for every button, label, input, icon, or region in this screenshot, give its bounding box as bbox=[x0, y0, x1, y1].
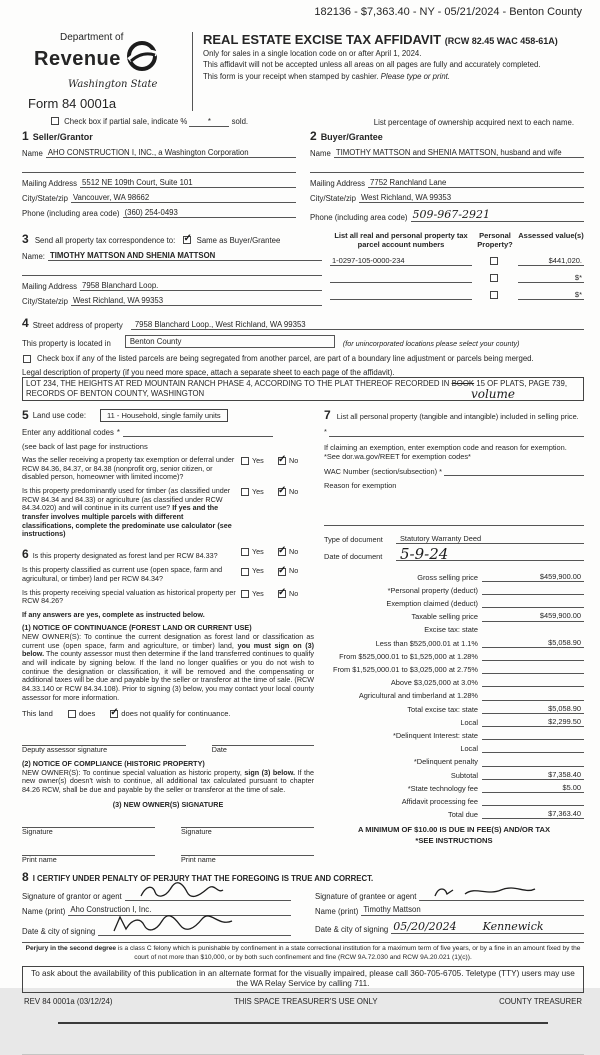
fin-row-total-due: Total due $7,363.40 bbox=[324, 806, 584, 819]
personal-property-field[interactable] bbox=[329, 428, 584, 437]
seller-city-field[interactable]: Vancouver, WA 98662 bbox=[71, 193, 296, 203]
segregated-label: Check box if any of the listed parcels are being segregated from another parcel, are part of a boundary line adjustment or parcels being merged. bbox=[37, 354, 534, 363]
alternate-format-notice: To ask about the availability of this publication in an alternate format for the visually impaired, please call 360-705-6705. Teletype (TTY) users may use the WA Relay Service by calling 711. bbox=[22, 966, 584, 993]
minimum-fee-note: A MINIMUM OF $10.00 IS DUE IN FEE(S) AND/OR TAX *SEE INSTRUCTIONS bbox=[357, 825, 551, 845]
legal-description-section bbox=[22, 368, 584, 401]
parcel-header-assessed: Assessed value(s) bbox=[518, 231, 584, 240]
struck-book-word: BOOK bbox=[451, 379, 475, 388]
legal-description-field[interactable]: LOT 234, THE HEIGHTS AT RED MOUNTAIN RANCH PHASE 4, ACCORDING TO THE PLAT THEREOF RECORDED IN BOOK 15 OF PLATS, PAGE 739, RECORDS OF BENTON COUNTY, WASHINGTON volume bbox=[22, 377, 584, 401]
additional-codes-field[interactable] bbox=[123, 428, 273, 437]
personal-property-checkbox[interactable] bbox=[490, 257, 498, 265]
exemption-claimed-field[interactable] bbox=[482, 598, 584, 608]
grantor-date-city-ink bbox=[110, 913, 240, 935]
handwritten-volume: volume bbox=[470, 386, 515, 401]
fin-row-personal-deduct: *Personal property (deduct) bbox=[324, 582, 584, 595]
form-title: REAL ESTATE EXCISE TAX AFFIDAVIT (RCW 82.45 WAC 458-61A) bbox=[203, 32, 558, 47]
grantee-signing-block: Signature of grantee or agent Name (print) Timothy Mattson Date & city of signing 05/20/2024 Kennewick bbox=[315, 886, 584, 936]
total-excise-state-field[interactable]: $5,058.90 bbox=[482, 704, 584, 714]
footer-county-treasurer: COUNTY TREASURER bbox=[499, 996, 582, 1006]
fin-row-tier3: From $1,525,000.01 to $3,025,000 at 2.75% bbox=[324, 661, 584, 674]
middle-columns bbox=[22, 408, 584, 864]
form-title-block bbox=[192, 32, 584, 111]
current-use-yes-checkbox[interactable] bbox=[241, 568, 249, 576]
fin-row-agricultural: Agricultural and timberland at 1.28% bbox=[324, 687, 584, 700]
certification-section: 8 I CERTIFY UNDER PENALTY OF PERJURY THAT THE FOREGOING IS TRUE AND CORRECT. Signature of grantor or agent Name (print) Aho Construction I, Inc. Date & city of signing Signature of grantee or agent Name (print) Timothy Mattson Date & city of signing 05/20/2024 Kennewick bbox=[22, 870, 584, 936]
grantor-signature-field[interactable] bbox=[125, 890, 291, 901]
document-date-field[interactable]: 5-9-24 bbox=[396, 548, 584, 561]
continuance-qualify-row: This land does ✓ does not qualify for continuance. bbox=[22, 709, 314, 718]
notice-continuance-title: (1) NOTICE OF CONTINUANCE (FOREST LAND OR CURRENT USE) bbox=[22, 623, 252, 633]
personal-property-checkbox[interactable] bbox=[490, 291, 498, 299]
deputy-date-line[interactable] bbox=[212, 737, 314, 746]
local-tax-field[interactable]: $2,299.50 bbox=[482, 717, 584, 727]
right-column: 7 List all personal property (tangible and intangible) included in selling price. * If claiming an exemption, enter exemption code and reason for exemption. *See dor.wa.gov/REET for exemption codes* WAC Number (section/subsection) * Reason for exemption Type of document Statutory Warranty Deed Date of document 5-9-24 Gross selling price $459,900.00 *Personal property (deduct) Exemption claimed (deduct) Taxable selling price $459,900.00 Excise tax: state Less than $525,000.01 at 1.1% $5,058.90 From $525,000.01 to $1,525,000 at 1.28% From $1,525,000.01 to $3,025,000 at 2.75% Above $3,025,000 at 3.0% Agricultural and timberland at 1.28% Total excise tax: state $5,058.90 Local $2,299.50 *Delinquent Interest: state Local *Delinquent penalty Subtotal $7,358.40 *State technology fee $5.00 Affidavit processing fee Total due $7,363.40 A MINIMUM OF $10.00 IS DUE IN FEE(S) AND/OR TAX *SEE INSTRUCTIONS bbox=[324, 408, 584, 864]
correspondence-city-field[interactable]: West Richland, WA 99353 bbox=[71, 296, 322, 306]
fin-row-delinquent-penalty: *Delinquent penalty bbox=[324, 753, 584, 766]
parcel-header-personal: Personal Property? bbox=[477, 231, 513, 249]
legal-description-label: Legal description of property (if you need more space, attach a separate sheet to each page of the affidavit). bbox=[22, 368, 395, 377]
agricultural-tax-field[interactable] bbox=[482, 691, 584, 701]
partial-sale-row bbox=[50, 117, 584, 127]
parties-section bbox=[22, 129, 584, 222]
question-forest-land: 6 Is this property designated as forest land per RCW 84.33? Yes ✓ No bbox=[22, 547, 314, 561]
document-date-row: Date of document 5-9-24 bbox=[324, 548, 584, 561]
assessed-value-field[interactable]: $* bbox=[518, 290, 584, 300]
notice-compliance-body: NEW OWNER(S): To continue special valuation as historic property, sign (3) below. If the new owner(s) doesn't wish to continue, all additional tax calculated pursuant to chapter 84.26 RCW, shall be due and payable by the seller or transferor at the time of sale. bbox=[22, 767, 314, 794]
land-does-not-checkbox[interactable] bbox=[110, 710, 118, 718]
personal-property-section: 7 List all personal property (tangible and intangible) included in selling price. bbox=[324, 408, 579, 423]
additional-codes-row: Enter any additional codes * bbox=[22, 428, 314, 437]
gross-selling-price-field[interactable]: $459,900.00 bbox=[482, 572, 584, 582]
affidavit-processing-fee-field[interactable] bbox=[482, 796, 584, 806]
form-subtitle-2: This affidavit will not be accepted unless all areas on all pages are fully and accurately completed. bbox=[203, 60, 541, 70]
county-select[interactable]: Benton County bbox=[125, 335, 335, 348]
personal-property-checkbox[interactable] bbox=[490, 274, 498, 282]
fin-row-delinquent-interest-state: *Delinquent Interest: state bbox=[324, 727, 584, 740]
taxable-selling-price-field[interactable]: $459,900.00 bbox=[482, 611, 584, 621]
parcel-row bbox=[330, 256, 584, 266]
parcel-row bbox=[330, 290, 584, 300]
document-type-row: Type of document Statutory Warranty Deed bbox=[324, 534, 584, 544]
grantee-print-name-field[interactable]: Timothy Mattson bbox=[361, 905, 584, 916]
deputy-assessor-row: Deputy assessor signature Date bbox=[22, 727, 314, 755]
notice-continuance-body: NEW OWNER(S): To continue the current designation as forest land or classification as current use (open space, farm and agriculture, or timber) land, you must sign on (3) below. The county assessor must then determine if the land transferred continues to qualify and will indicate by signing below. If the land no longer qualifies or you do not wish to continue the designation or classification, it will be removed and the compensating or additional taxes will be due and payable by the seller or transferor at the time of sale. (RCW 84.33.140 or RCW 84.34.108). Prior to signing (3) below, you may contact your local county assessor for more information. bbox=[22, 632, 315, 702]
street-address-field[interactable]: 7958 Blanchard Loop., West Richland, WA 99353 bbox=[131, 320, 584, 330]
grantee-signing-date: 05/20/2024 bbox=[393, 920, 457, 934]
parcel-number-field[interactable] bbox=[330, 273, 472, 283]
question-current-use: Is this property classified as current use (open space, farm and agricultural, or timber) land per RCW 84.34? Yes ✓ No bbox=[22, 566, 314, 583]
partial-percent-field[interactable]: * bbox=[189, 117, 229, 127]
delinquent-interest-state-field[interactable] bbox=[482, 730, 584, 740]
grantor-print-name-field[interactable]: Aho Construction I, Inc. bbox=[68, 905, 291, 916]
footer-treasurer-space: THIS SPACE TREASURER'S USE ONLY bbox=[233, 996, 378, 1006]
delinquent-penalty-field[interactable] bbox=[482, 757, 584, 767]
left-column bbox=[22, 408, 314, 864]
buyer-name-extra-line[interactable] bbox=[310, 162, 584, 173]
fin-row-local: Local $2,299.50 bbox=[324, 714, 584, 727]
dor-state-label: Washington State bbox=[68, 79, 158, 90]
tier2-tax-field[interactable] bbox=[482, 651, 584, 661]
buyer-phone-field[interactable]: 509-967-2921 bbox=[411, 208, 584, 222]
timber-no-checkbox[interactable] bbox=[278, 488, 286, 496]
tier3-tax-field[interactable] bbox=[482, 664, 584, 674]
grantor-date-city-field[interactable] bbox=[98, 920, 291, 936]
personal-property-deduct-field[interactable] bbox=[482, 585, 584, 595]
fin-row-tier1: Less than $525,000.01 at 1.1% $5,058.90 bbox=[324, 635, 584, 648]
new-owner-print-row: Print name Print name bbox=[22, 837, 314, 865]
receipt-stamp-note: 182136 - $7,363.40 - NY - 05/21/2024 - Benton County bbox=[314, 6, 582, 18]
treasurer-stamp-rule bbox=[58, 1022, 548, 1024]
forest-yes-checkbox[interactable] bbox=[241, 548, 249, 556]
exemption-claim-note: If claiming an exemption, enter exemption code and reason for exemption. *See dor.wa.gov/REET for exemption codes* bbox=[324, 442, 567, 461]
deferral-yes-checkbox[interactable] bbox=[241, 457, 249, 465]
buyer-city-field[interactable]: West Richland, WA 99353 bbox=[359, 193, 584, 203]
parcel-number-field[interactable] bbox=[330, 290, 472, 300]
form-subtitle-3: This form is your receipt when stamped by cashier. Please type or print. bbox=[203, 71, 451, 81]
grantor-signature-ink bbox=[137, 882, 227, 900]
segregated-checkbox[interactable] bbox=[23, 355, 31, 363]
excise-tax-computation bbox=[324, 569, 584, 820]
property-address-section: 4 Street address of property 7958 Blanchard Loop., West Richland, WA 99353 This property is located in Benton County (for unincorporated locations please select your county) Check box if any of the listed parcels are being segregated from another parcel, are part of a boundary line adjustment or parcels being merged. bbox=[22, 316, 584, 363]
buyer-grantee-section: 2 Buyer/Grantee Name TIMOTHY MATTSON and SHENIA MATTSON, husband and wife Mailing Address 7752 Ranchland Lane City/State/zip West Richland, WA 99353 Phone (including area code) 509-967-2921 bbox=[310, 129, 584, 222]
wac-number-field[interactable] bbox=[444, 467, 584, 476]
form-title-rcw: (RCW 82.45 WAC 458-61A) bbox=[444, 36, 558, 46]
grantee-date-city-field[interactable] bbox=[391, 920, 584, 934]
tax-correspondence-and-parcels bbox=[22, 232, 584, 306]
fin-row-total-state: Total excise tax: state $5,058.90 bbox=[324, 701, 584, 714]
document-type-field[interactable]: Statutory Warranty Deed bbox=[396, 534, 584, 544]
seller-phone-field[interactable]: (360) 254-0493 bbox=[123, 208, 296, 218]
fin-row-processing-fee: Affidavit processing fee bbox=[324, 793, 584, 806]
footer-rev-number: REV 84 0001a (03/12/24) bbox=[24, 996, 113, 1006]
buyer-name-field[interactable]: TIMOTHY MATTSON and SHENIA MATTSON, husband and wife bbox=[334, 148, 584, 158]
forest-no-checkbox[interactable] bbox=[278, 548, 286, 556]
see-back-note: (see back of last page for instructions bbox=[22, 441, 148, 451]
notice-compliance-title: (2) NOTICE OF COMPLIANCE (HISTORIC PROPERTY) bbox=[22, 758, 205, 768]
form-number: Form 84 0001a bbox=[28, 96, 117, 111]
form-subtitle-1: Only for sales in a single location code on or after April 1, 2024. bbox=[203, 48, 422, 58]
subtotal-field[interactable]: $7,358.40 bbox=[482, 770, 584, 780]
fin-row-exemption-deduct: Exemption claimed (deduct) bbox=[324, 595, 584, 608]
grantee-signing-city: Kennewick bbox=[482, 920, 544, 934]
land-does-checkbox[interactable] bbox=[68, 710, 76, 718]
timber-yes-checkbox[interactable] bbox=[241, 488, 249, 496]
total-due-field[interactable]: $7,363.40 bbox=[482, 809, 584, 819]
reason-for-exemption-label: Reason for exemption bbox=[324, 481, 397, 491]
if-yes-instruction: If any answers are yes, complete as instructed below. bbox=[22, 609, 205, 619]
fin-row-tier2: From $525,000.01 to $1,525,000 at 1.28% bbox=[324, 648, 584, 661]
parcel-number-field[interactable]: 1-0297-105-0000-234 bbox=[330, 256, 472, 266]
fin-row-tier4: Above $3,025,000 at 3.0% bbox=[324, 674, 584, 687]
question-historic: Is this property receiving special valuation as historical property per RCW 84.26? Yes ✓ No bbox=[22, 589, 314, 606]
same-as-buyer-checkbox[interactable] bbox=[183, 236, 191, 244]
county-note: (for unincorporated locations please select your county) bbox=[342, 339, 520, 348]
assessed-value-field[interactable]: $441,020. bbox=[518, 256, 584, 266]
fin-row-excise-header: Excise tax: state bbox=[424, 625, 478, 635]
buyer-address-field[interactable]: 7752 Ranchland Lane bbox=[368, 178, 584, 188]
correspondence-extra-line[interactable] bbox=[22, 265, 322, 276]
deferral-no-checkbox[interactable] bbox=[278, 457, 286, 465]
question-deferral: Was the seller receiving a property tax exemption or deferral under RCW 84.36, 84.37, or 84.38 (nonprofit org, senior citizen, or disabled person, homeowner with limited income)? Yes ✓ No bbox=[22, 456, 314, 482]
tier1-tax-field[interactable]: $5,058.90 bbox=[482, 638, 584, 648]
new-owner-signature-row: Signature Signature bbox=[22, 809, 314, 837]
partial-sale-checkbox[interactable] bbox=[51, 117, 59, 125]
parcel-row bbox=[330, 273, 584, 283]
historic-no-checkbox[interactable] bbox=[278, 590, 286, 598]
dor-dept-label: Department of bbox=[60, 32, 124, 43]
partial-sale-option: Check box if partial sale, indicate % * sold. bbox=[50, 117, 248, 127]
reason-for-exemption-field[interactable] bbox=[324, 517, 584, 526]
fin-row-subtotal: Subtotal $7,358.40 bbox=[324, 767, 584, 780]
assessed-value-field[interactable]: $* bbox=[518, 273, 584, 283]
grantor-signing-block: Signature of grantor or agent Name (print) Aho Construction I, Inc. Date & city of signing bbox=[22, 886, 291, 936]
historic-yes-checkbox[interactable] bbox=[241, 590, 249, 598]
grantee-signature-field[interactable] bbox=[419, 890, 584, 901]
ownership-percentage-note: List percentage of ownership acquired next to each name. bbox=[373, 118, 574, 127]
land-use-section: 5 Land use code: 11 - Household, single family units bbox=[22, 408, 314, 422]
dor-wordmark: Revenue bbox=[34, 40, 192, 78]
fin-row-gross: Gross selling price $459,900.00 bbox=[324, 569, 584, 582]
current-use-no-checkbox[interactable] bbox=[278, 568, 286, 576]
seller-name-field[interactable]: AHO CONSTRUCTION I, INC., a Washington Corporation bbox=[46, 148, 296, 158]
seller-name-extra-line[interactable] bbox=[22, 162, 296, 173]
parcel-table bbox=[330, 232, 584, 306]
seller-address-field[interactable]: 5512 NE 109th Court, Suite 101 bbox=[80, 178, 296, 188]
tier4-tax-field[interactable] bbox=[482, 677, 584, 687]
perjury-notice: Perjury in the second degree is a class C felony which is punishable by confinement in a state correctional institution for a maximum term of five years, or by a fine in an amount fixed by the court of not more than $10,000, or by both such confinement and fine (RCW 9A.72.030 and RCW 9A.20.021 (1)(c)). bbox=[22, 942, 584, 962]
dor-logo-block bbox=[22, 32, 192, 111]
new-owner-signature-title: (3) NEW OWNER(S) SIGNATURE bbox=[112, 799, 224, 809]
form-header bbox=[22, 32, 584, 111]
fin-row-delinquent-interest-local: Local bbox=[324, 740, 584, 753]
seller-grantor-section: 1 Seller/Grantor Name AHO CONSTRUCTION I, INC., a Washington Corporation Mailing Address 5512 NE 109th Court, Suite 101 City/State/zip Vancouver, WA 98662 Phone (including area code) (360) 254-0493 bbox=[22, 129, 296, 222]
wac-number-row: WAC Number (section/subsection) * bbox=[324, 467, 584, 476]
grantee-signature-ink bbox=[431, 884, 541, 900]
delinquent-interest-local-field[interactable] bbox=[482, 743, 584, 753]
fin-row-tech-fee: *State technology fee $5.00 bbox=[324, 780, 584, 793]
correspondence-address-field[interactable]: 7958 Blanchard Loop. bbox=[80, 281, 322, 291]
form-footer bbox=[22, 997, 584, 1006]
state-technology-fee-field[interactable]: $5.00 bbox=[482, 783, 584, 793]
dor-swirl-logo-icon bbox=[125, 40, 159, 78]
question-timber: Is this property predominantly used for timber (as classified under RCW 84.34 and 84.33) or agriculture (as classified under RCW 84.34.020) and will continue in its current use? If yes and the transfer involves multiple parcels with different classifications, complete the predominate use calculator (see instructions) Yes ✓ No bbox=[22, 487, 314, 539]
tax-correspondence-section: 3 Send all property tax correspondence to: ✓ Same as Buyer/Grantee Name: TIMOTHY MATTSON AND SHENIA MATTSON Mailing Address 7958 Blanchard Loop. City/State/zip West Richland, WA 99353 bbox=[22, 232, 322, 306]
fin-row-taxable: Taxable selling price $459,900.00 bbox=[324, 608, 584, 621]
land-use-code-select[interactable]: 11 - Household, single family units bbox=[100, 409, 228, 422]
parcel-header-numbers: List all real and personal property tax parcel account numbers bbox=[334, 231, 468, 249]
correspondence-name-field[interactable]: TIMOTHY MATTSON AND SHENIA MATTSON bbox=[48, 251, 322, 261]
